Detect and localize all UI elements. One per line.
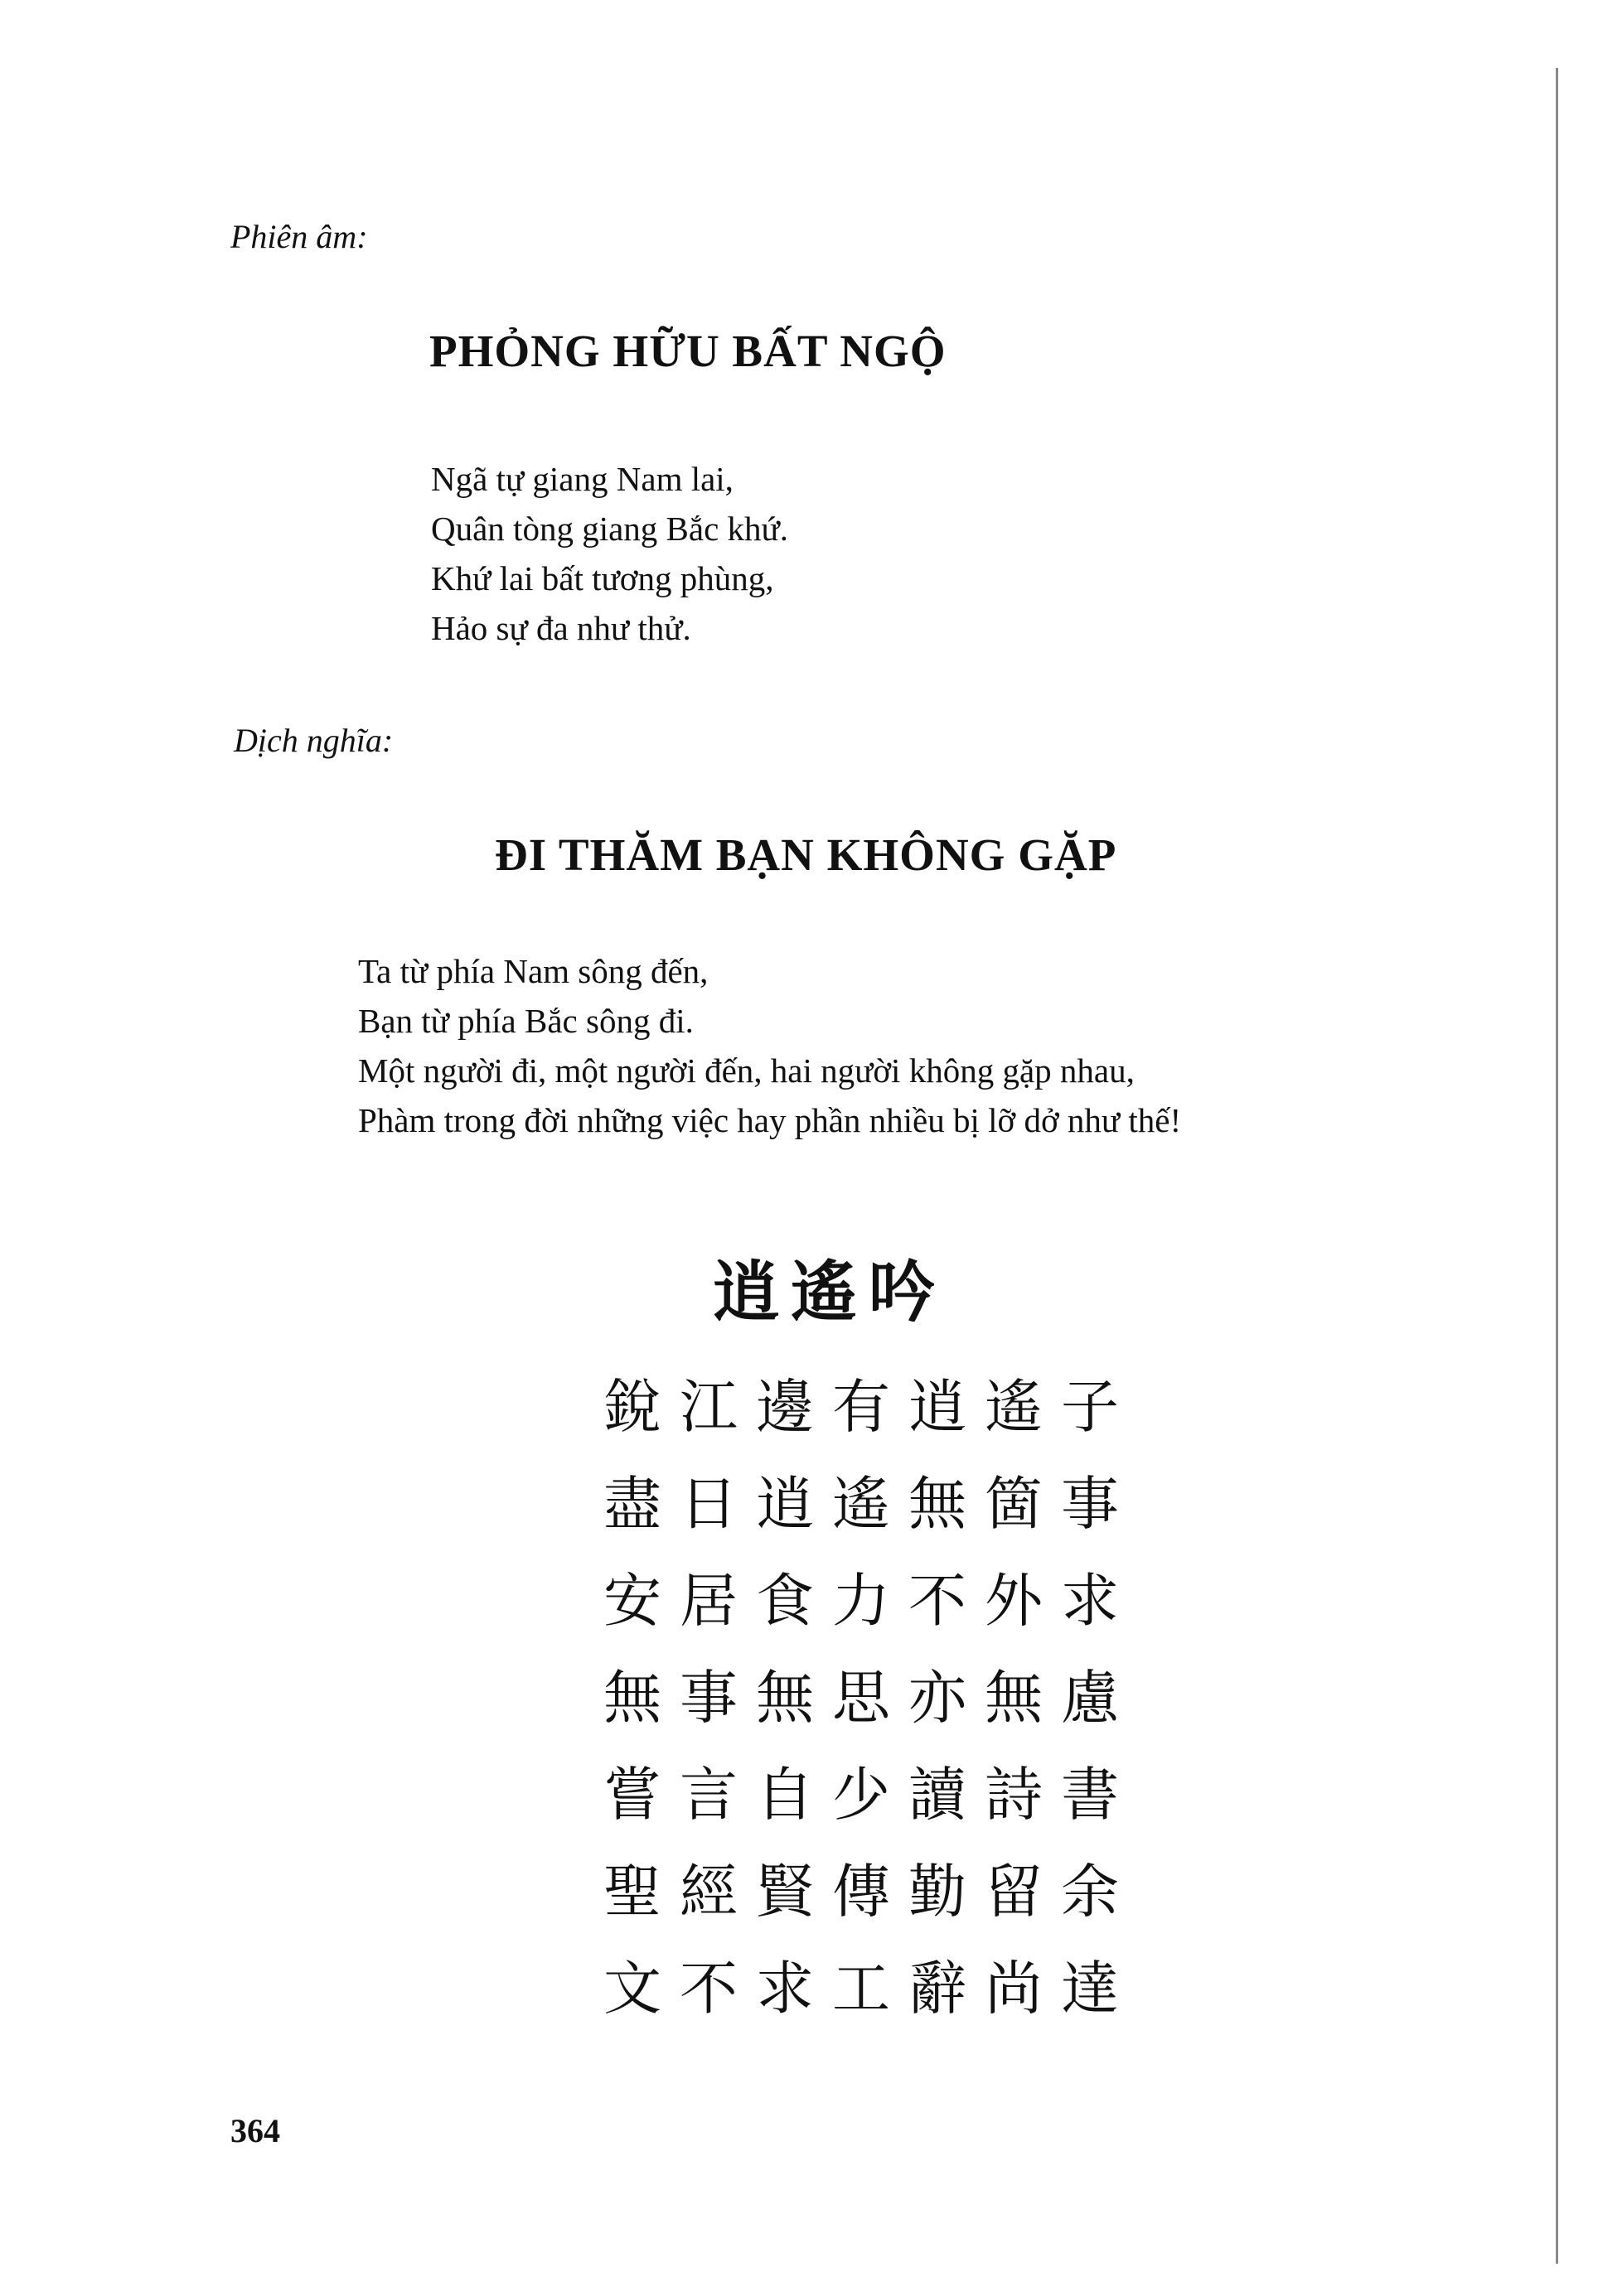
phien-am-line-4: Hảo sự đa như thử.: [431, 609, 691, 647]
phien-am-verse: [431, 454, 788, 653]
phien-am-title: PHỎNG HỮU BẤT NGỘ: [429, 326, 947, 376]
page-edge-rule: [1556, 68, 1558, 2264]
han-line-2: 盡日逍遙無箇事: [603, 1470, 1137, 1538]
han-line-4: 無事無思亦無慮: [603, 1664, 1137, 1732]
dich-nghia-verse: [358, 946, 1181, 1145]
han-line-5: 嘗言自少讀詩書: [603, 1761, 1137, 1829]
dich-nghia-line-1: Ta từ phía Nam sông đến,: [358, 952, 709, 990]
han-line-7: 文不求工辭尚達: [603, 1955, 1137, 2023]
phien-am-label: Phiên âm:: [230, 218, 368, 255]
dich-nghia-line-2: Bạn từ phía Bắc sông đi.: [358, 1002, 694, 1040]
page-number: 364: [230, 2112, 280, 2149]
dich-nghia-line-4: Phàm trong đời những việc hay phần nhiều bị lỡ dở như thế!: [358, 1101, 1182, 1139]
phien-am-line-1: Ngã tự giang Nam lai,: [431, 460, 734, 498]
phien-am-line-3: Khứ lai bất tương phùng,: [431, 559, 774, 597]
han-line-6: 聖經賢傳勤留余: [603, 1858, 1137, 1926]
phien-am-line-2: Quân tòng giang Bắc khứ.: [431, 510, 789, 548]
han-line-1: 銳江邊有逍遙子: [603, 1373, 1137, 1441]
han-poem-body: [603, 1359, 1137, 2037]
han-poem-title: 逍遙吟: [713, 1254, 947, 1331]
dich-nghia-title: ĐI THĂM BẠN KHÔNG GẶP: [495, 829, 1117, 880]
han-line-3: 安居食力不外求: [603, 1567, 1137, 1635]
dich-nghia-line-3: Một người đi, một người đến, hai người không gặp nhau,: [358, 1051, 1135, 1090]
dich-nghia-label: Dịch nghĩa:: [234, 722, 394, 759]
